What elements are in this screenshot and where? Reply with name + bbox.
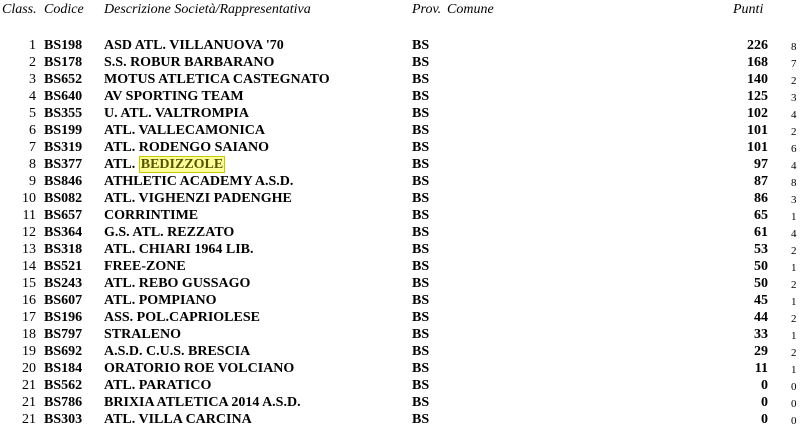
description-cell (104, 71, 330, 88)
rank-cell: 15 (22, 276, 36, 291)
description-text: FREE-ZONE (104, 259, 186, 274)
province-cell: BS (412, 55, 430, 70)
code-cell: BS364 (44, 225, 83, 240)
code-cell: BS198 (44, 38, 83, 53)
code-cell: BS303 (44, 412, 83, 427)
code-cell: BS319 (44, 140, 83, 155)
table-row (0, 105, 806, 122)
description-text: ATL. POMPIANO (104, 293, 217, 308)
count-cell: 4 (791, 228, 797, 240)
count-cell: 2 (791, 245, 797, 257)
description-text: ATL. VILLA CARCINA (104, 412, 252, 427)
table-row (0, 71, 806, 88)
table-row (0, 377, 806, 394)
description-text: ATL. RODENGO SAIANO (104, 140, 270, 155)
province-cell: BS (412, 293, 430, 308)
description-cell (104, 377, 211, 394)
province-cell: BS (412, 225, 430, 240)
count-cell: 1 (791, 262, 797, 274)
table-row (0, 122, 806, 139)
description-cell (104, 360, 294, 377)
table-row (0, 88, 806, 105)
code-cell: BS786 (44, 395, 83, 410)
table-row (0, 241, 806, 258)
province-cell: BS (412, 140, 430, 155)
table-row (0, 207, 806, 224)
table-row (0, 156, 806, 173)
province-cell: BS (412, 242, 430, 257)
description-text: S.S. ROBUR BARBARANO (104, 55, 275, 70)
description-text: ATL. PARATICO (104, 378, 212, 393)
count-cell: 1 (791, 330, 797, 342)
points-cell: 65 (754, 208, 768, 223)
table-row (0, 292, 806, 309)
description-text: ATL. (104, 157, 139, 172)
description-cell (104, 275, 250, 292)
province-cell: BS (412, 157, 430, 172)
count-cell: 2 (791, 347, 797, 359)
points-cell: 102 (747, 106, 768, 121)
code-cell: BS797 (44, 327, 83, 342)
table-row (0, 258, 806, 275)
rank-cell: 17 (22, 310, 36, 325)
description-cell (104, 54, 274, 71)
description-text: ATL. VIGHENZI PADENGHE (104, 191, 292, 206)
description-cell (104, 394, 301, 411)
points-cell: 87 (754, 174, 768, 189)
description-cell (104, 343, 250, 360)
count-cell: 7 (791, 58, 797, 70)
province-cell: BS (412, 38, 430, 53)
province-cell: BS (412, 72, 430, 87)
points-cell: 0 (761, 412, 768, 427)
description-cell (104, 37, 284, 54)
table-row (0, 360, 806, 377)
description-cell (104, 105, 249, 122)
description-text: ATHLETIC ACADEMY A.S.D. (104, 174, 294, 189)
points-cell: 101 (747, 140, 768, 155)
count-cell: 2 (791, 75, 797, 87)
count-cell: 1 (791, 296, 797, 308)
search-highlight: BEDIZZOLE (140, 157, 224, 172)
description-cell (104, 292, 217, 309)
province-cell: BS (412, 191, 430, 206)
rank-cell: 4 (29, 89, 36, 104)
description-text: MOTUS ATLETICA CASTEGNATO (104, 72, 330, 87)
description-cell (104, 173, 293, 190)
count-cell: 2 (791, 126, 797, 138)
points-cell: 45 (754, 293, 768, 308)
points-cell: 11 (754, 361, 768, 376)
header-points: Punti (733, 2, 764, 17)
table-row (0, 411, 806, 428)
count-cell: 2 (791, 279, 797, 291)
code-cell: BS521 (44, 259, 83, 274)
count-cell: 3 (791, 194, 797, 206)
points-cell: 61 (754, 225, 768, 240)
points-cell: 101 (747, 123, 768, 138)
header-code: Codice (44, 2, 84, 17)
points-cell: 0 (761, 378, 768, 393)
code-cell: BS355 (44, 106, 83, 121)
header-province: Prov. (412, 2, 442, 17)
rank-cell: 2 (29, 55, 36, 70)
ranking-table (0, 37, 806, 428)
province-cell: BS (412, 378, 430, 393)
table-row (0, 394, 806, 411)
points-cell: 226 (747, 38, 768, 53)
count-cell: 0 (791, 398, 797, 410)
description-cell (104, 224, 234, 241)
code-cell: BS377 (44, 157, 83, 172)
count-cell: 1 (791, 211, 797, 223)
points-cell: 53 (754, 242, 768, 257)
points-cell: 86 (754, 191, 768, 206)
count-cell: 6 (791, 143, 797, 155)
description-text: ATL. REBO GUSSAGO (104, 276, 251, 291)
count-cell: 3 (791, 92, 797, 104)
count-cell: 0 (791, 415, 797, 427)
code-cell: BS178 (44, 55, 83, 70)
rank-cell: 21 (22, 412, 36, 427)
code-cell: BS196 (44, 310, 83, 325)
rank-cell: 7 (29, 140, 36, 155)
description-text: ATL. VALLECAMONICA (104, 123, 266, 138)
description-cell (104, 411, 252, 428)
rank-cell: 19 (22, 344, 36, 359)
description-text: ASS. POL.CAPRIOLESE (104, 310, 260, 325)
province-cell: BS (412, 276, 430, 291)
description-text: A.S.D. C.U.S. BRESCIA (104, 344, 251, 359)
description-cell (104, 139, 269, 156)
code-cell: BS199 (44, 123, 83, 138)
table-row (0, 275, 806, 292)
rank-cell: 10 (22, 191, 36, 206)
table-row (0, 224, 806, 241)
code-cell: BS318 (44, 242, 83, 257)
code-cell: BS184 (44, 361, 83, 376)
points-cell: 44 (754, 310, 768, 325)
code-cell: BS846 (44, 174, 83, 189)
count-cell: 4 (791, 109, 797, 121)
rank-cell: 20 (22, 361, 36, 376)
rank-cell: 5 (29, 106, 36, 121)
header-class: Class. (2, 2, 37, 17)
rank-cell: 18 (22, 327, 36, 342)
province-cell: BS (412, 412, 430, 427)
rank-cell: 8 (29, 157, 36, 172)
code-cell: BS082 (44, 191, 83, 206)
description-cell (104, 258, 186, 275)
description-cell (104, 88, 244, 105)
province-cell: BS (412, 395, 430, 410)
points-cell: 97 (754, 157, 768, 172)
code-cell: BS562 (44, 378, 83, 393)
code-cell: BS657 (44, 208, 83, 223)
description-text: ASD ATL. VILLANUOVA '70 (104, 38, 284, 53)
code-cell: BS652 (44, 72, 83, 87)
rank-cell: 3 (29, 72, 36, 87)
rank-cell: 21 (22, 395, 36, 410)
table-row (0, 309, 806, 326)
description-text: CORRINTIME (104, 208, 199, 223)
code-cell: BS243 (44, 276, 83, 291)
header-comune: Comune (447, 2, 494, 17)
rank-cell: 6 (29, 123, 36, 138)
province-cell: BS (412, 174, 430, 189)
description-text: STRALENO (104, 327, 182, 342)
code-cell: BS640 (44, 89, 83, 104)
description-text: ORATORIO ROE VOLCIANO (104, 361, 295, 376)
province-cell: BS (412, 106, 430, 121)
code-cell: BS607 (44, 293, 83, 308)
province-cell: BS (412, 327, 430, 342)
table-row (0, 343, 806, 360)
rank-cell: 14 (22, 259, 36, 274)
points-cell: 140 (747, 72, 768, 87)
count-cell: 1 (791, 364, 797, 376)
table-row (0, 173, 806, 190)
count-cell: 8 (791, 177, 797, 189)
count-cell: 8 (791, 41, 797, 53)
description-text: BRIXIA ATLETICA 2014 A.S.D. (104, 395, 301, 410)
description-cell (104, 190, 292, 207)
description-text: G.S. ATL. REZZATO (104, 225, 235, 240)
description-cell (104, 309, 260, 326)
description-cell (104, 156, 225, 173)
description-text: ATL. CHIARI 1964 LIB. (104, 242, 254, 257)
points-cell: 50 (754, 276, 768, 291)
code-cell: BS692 (44, 344, 83, 359)
province-cell: BS (412, 208, 430, 223)
count-cell: 4 (791, 160, 797, 172)
rank-cell: 13 (22, 242, 36, 257)
count-cell: 2 (791, 313, 797, 325)
count-cell: 0 (791, 381, 797, 393)
table-row (0, 54, 806, 71)
points-cell: 0 (761, 395, 768, 410)
description-cell (104, 326, 181, 343)
header-description: Descrizione Società/Rappresentativa (104, 2, 311, 17)
description-cell (104, 207, 198, 224)
province-cell: BS (412, 310, 430, 325)
description-cell (104, 241, 254, 258)
description-text: AV SPORTING TEAM (104, 89, 244, 104)
points-cell: 33 (754, 327, 768, 342)
province-cell: BS (412, 344, 430, 359)
rank-cell: 21 (22, 378, 36, 393)
rank-cell: 12 (22, 225, 36, 240)
table-row (0, 326, 806, 343)
table-row (0, 139, 806, 156)
rank-cell: 9 (29, 174, 36, 189)
description-cell (104, 122, 265, 139)
points-cell: 168 (747, 55, 768, 70)
province-cell: BS (412, 123, 430, 138)
rank-cell: 1 (29, 38, 36, 53)
points-cell: 50 (754, 259, 768, 274)
points-cell: 125 (747, 89, 768, 104)
province-cell: BS (412, 89, 430, 104)
points-cell: 29 (754, 344, 768, 359)
rank-cell: 11 (22, 208, 36, 223)
province-cell: BS (412, 259, 430, 274)
description-text: U. ATL. VALTROMPIA (104, 106, 249, 121)
table-row (0, 190, 806, 207)
province-cell: BS (412, 361, 430, 376)
table-row (0, 37, 806, 54)
rank-cell: 16 (22, 293, 36, 308)
